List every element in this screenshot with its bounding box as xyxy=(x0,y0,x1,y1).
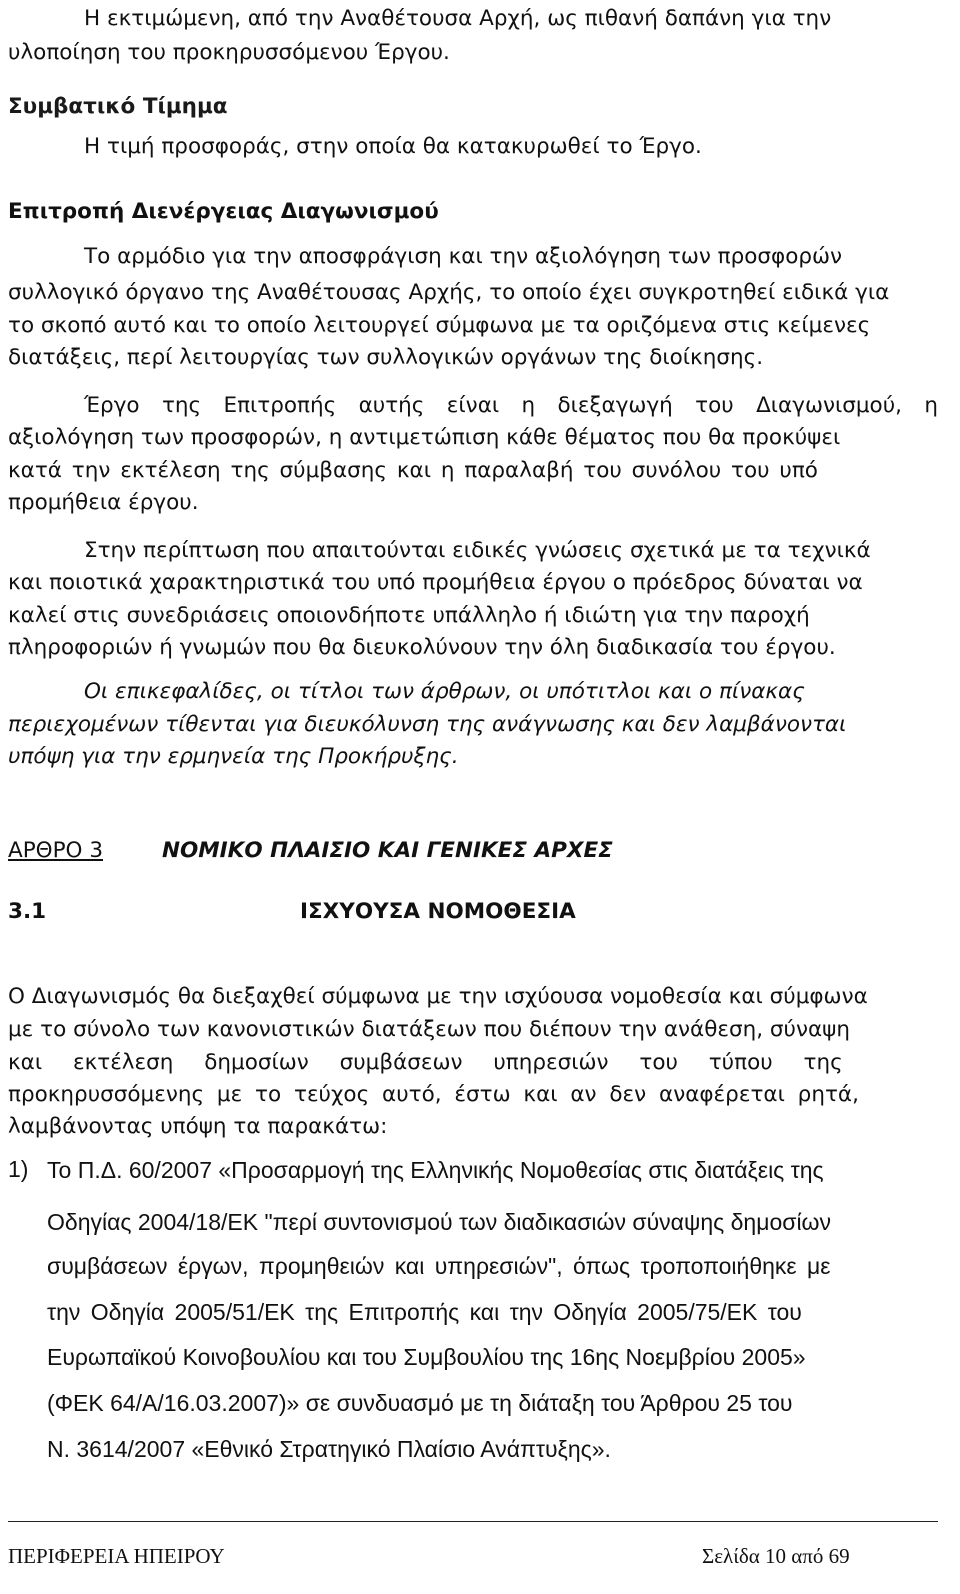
committee-para3-line: καλεί στις συνεδριάσεις οποιονδήποτε υπάλληλο ή ιδιώτη για την παροχή xyxy=(8,603,810,628)
committee-para2-line: αξιολόγηση των προσφορών, η αντιμετώπιση κάθε θέματος που θα προκύψει xyxy=(8,425,841,450)
law-para-line: Ο Διαγωνισμός θα διεξαχθεί σύμφωνα με την ισχύουσα νομοθεσία και σύμφωνα xyxy=(8,984,868,1009)
committee-para3-line: Στην περίπτωση που απαιτούνται ειδικές γνώσεις σχετικά με τα τεχνικά xyxy=(84,538,871,563)
list-item-line: την Οδηγία 2005/51/ΕΚ της Επιτροπής και την Οδηγία 2005/75/ΕΚ του xyxy=(47,1299,802,1325)
list-item-line: Οδηγίας 2004/18/ΕΚ "περί συντονισμού των διαδικασιών σύναψης δημοσίων xyxy=(47,1209,832,1235)
committee-para1-line: διατάξεις, περί λειτουργίας των συλλογικών οργάνων της διοίκησης. xyxy=(8,345,764,370)
list-item-line: (ΦΕΚ 64/Α/16.03.2007)» σε συνδυασμό με τη διάταξη του Άρθρου 25 του xyxy=(47,1390,793,1416)
committee-para3-line: πληροφοριών ή γνωμών που θα διευκολύνουν την όλη διαδικασία του έργου. xyxy=(8,635,836,660)
section-number: 3.1 xyxy=(8,899,47,924)
article-title: ΝΟΜΙΚΟ ΠΛΑΙΣΙΟ ΚΑΙ ΓΕΝΙΚΕΣ ΑΡΧΕΣ xyxy=(162,838,613,863)
committee-heading: Επιτροπή Διενέργειας Διαγωνισμού xyxy=(8,199,439,224)
contract-price-text: Η τιμή προσφοράς, στην οποία θα κατακυρωθεί το Έργο. xyxy=(84,134,702,159)
law-para-line: και εκτέλεση δημοσίων συμβάσεων υπηρεσιών του τύπου της xyxy=(8,1050,843,1075)
committee-para2-line: Έργο της Επιτροπής αυτής είναι η διεξαγωγή του Διαγωνισμού, η xyxy=(84,393,938,418)
footer-divider xyxy=(8,1521,938,1522)
committee-para2-line: προμήθεια έργου. xyxy=(8,490,199,515)
contract-price-heading: Συμβατικό Τίμημα xyxy=(8,94,228,119)
intro-line-2: υλοποίηση του προκηρυσσόμενου Έργου. xyxy=(8,40,450,65)
note-line: Οι επικεφαλίδες, οι τίτλοι των άρθρων, οι υπότιτλοι και ο πίνακας xyxy=(84,679,805,704)
note-line: περιεχομένων τίθενται για διευκόλυνση της ανάγνωσης και δεν λαμβάνονται xyxy=(8,712,847,737)
committee-para2-line: κατά την εκτέλεση της σύμβασης και η παραλαβή του συνόλου του υπό xyxy=(8,458,818,483)
committee-para1-line: το σκοπό αυτό και το οποίο λειτουργεί σύμφωνα με τα οριζόμενα στις κείμενες xyxy=(8,313,871,338)
list-item-line: Ευρωπαϊκού Κοινοβουλίου και του Συμβουλίου της 16ης Νοεμβρίου 2005» xyxy=(47,1344,806,1370)
law-para-line: λαμβάνοντας υπόψη τα παρακάτω: xyxy=(8,1114,388,1139)
list-item-line: Το Π.Δ. 60/2007 «Προσαρμογή της Ελληνικής Νομοθεσίας στις διατάξεις της xyxy=(47,1157,824,1183)
committee-para1-line: Το αρμόδιο για την αποσφράγιση και την αξιολόγηση των προσφορών xyxy=(84,244,843,269)
list-item-line: Ν. 3614/2007 «Εθνικό Στρατηγικό Πλαίσιο Ανάπτυξης». xyxy=(47,1436,611,1462)
committee-para1-line: συλλογικό όργανο της Αναθέτουσας Αρχής, το οποίο έχει συγκροτηθεί ειδικά για xyxy=(8,280,890,305)
list-item-line: συμβάσεων έργων, προμηθειών και υπηρεσιών", όπως τροποποιήθηκε με xyxy=(47,1253,831,1279)
law-para-line: προκηρυσσόμενης με το τεύχος αυτό, έστω και αν δεν αναφέρεται ρητά, xyxy=(8,1082,859,1107)
intro-line-1: Η εκτιμώμενη, από την Αναθέτουσα Αρχή, ως πιθανή δαπάνη για την xyxy=(84,6,832,31)
note-line: υπόψη για την ερμηνεία της Προκήρυξης. xyxy=(8,744,459,769)
committee-para3-line: και ποιοτικά χαρακτηριστικά του υπό προμήθεια έργου ο πρόεδρος δύναται να xyxy=(8,570,863,595)
section-title: ΙΣΧΥΟΥΣΑ ΝΟΜΟΘΕΣΙΑ xyxy=(300,899,576,924)
footer-page-number: Σελίδα 10 από 69 xyxy=(702,1544,850,1568)
footer-region: ΠΕΡΙΦΕΡΕΙΑ ΗΠΕΙΡΟΥ xyxy=(8,1544,225,1568)
list-marker: 1) xyxy=(8,1156,29,1182)
law-para-line: με το σύνολο των κανονιστικών διατάξεων που διέπουν την ανάθεση, σύναψη xyxy=(8,1017,850,1042)
article-number: ΑΡΘΡΟ 3 xyxy=(8,838,103,863)
